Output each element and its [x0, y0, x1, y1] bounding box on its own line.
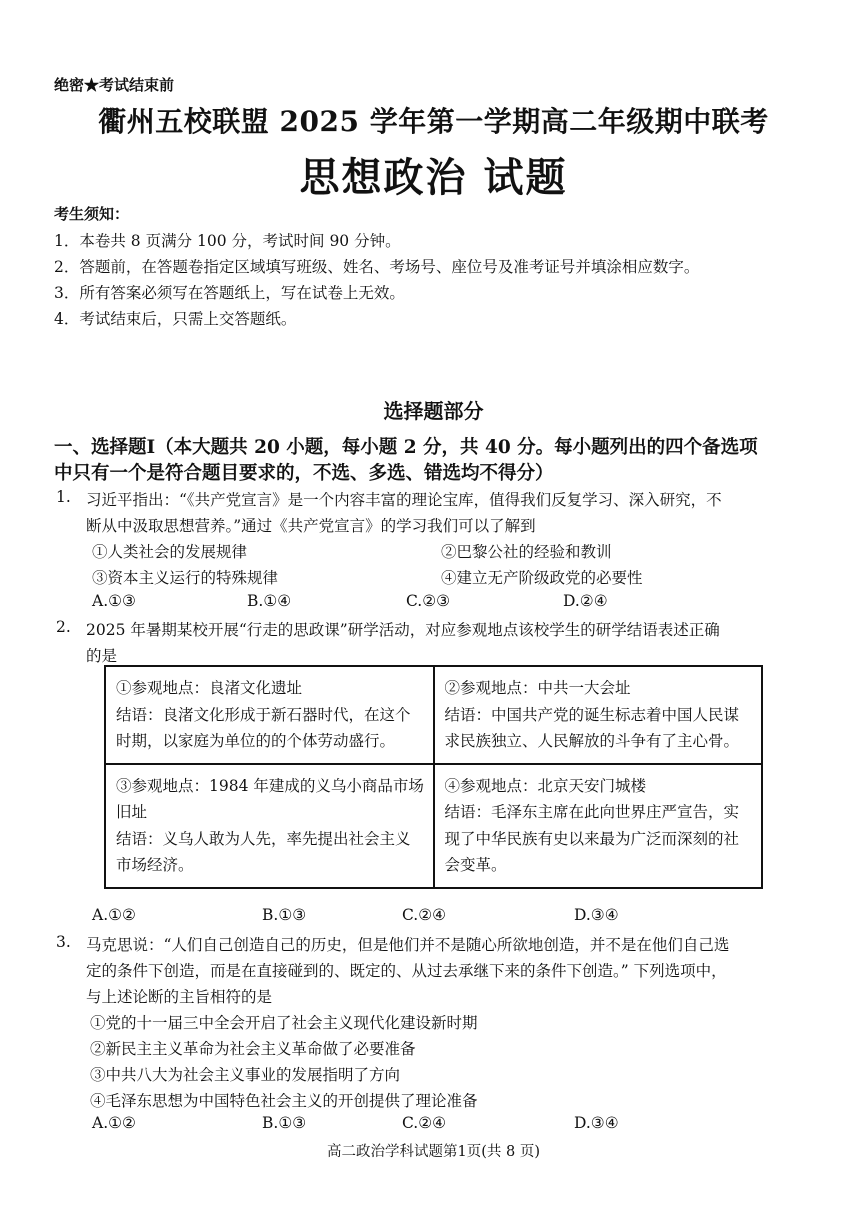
table-cell — [434, 764, 763, 888]
table-cell — [105, 666, 434, 764]
answer-option: D.②④ — [563, 592, 608, 610]
answer-option: A.①③ — [92, 592, 136, 610]
statement-item: ②新民主主义革命为社会主义革命做了必要准备 — [90, 1040, 416, 1058]
answer-option: A.①② — [92, 906, 136, 924]
question-stem: 习近平指出：“《共产党宣言》是一个内容丰富的理论宝库，值得我们反复学习、深入研究，不 — [86, 491, 722, 509]
cell-place: ④参观地点：北京天安门城楼 — [444, 776, 647, 795]
table-cell — [105, 764, 434, 888]
question-stem: 马克思说：“人们自己创造自己的历史，但是他们并不是随心所欲地创造，并不是在他们自己选 — [86, 936, 730, 954]
cell-place: ③参观地点：1984 年建成的义乌小商品市场旧址 — [116, 776, 424, 821]
statement-item: ③资本主义运行的特殊规律 — [92, 569, 279, 587]
cell-conclusion: 结语：毛泽东主席在此向世界庄严宣告，实现了中华民族有史以来最为广泛而深刻的社会变革。 — [444, 803, 740, 874]
statement-item: ③中共八大为社会主义事业的发展指明了方向 — [90, 1066, 401, 1084]
cell-conclusion: 结语：义乌人敢为人先，率先提出社会主义市场经济。 — [116, 829, 411, 874]
statement-item: ④毛泽东思想为中国特色社会主义的开创提供了理论准备 — [90, 1092, 478, 1110]
answer-option: B.①③ — [262, 906, 307, 924]
page-footer: 高二政治学科试题第1页(共 8 页) — [327, 1144, 540, 1160]
question-number: 3. — [56, 933, 71, 951]
table-cell — [434, 666, 763, 764]
statement-item: ④建立无产阶级政党的必要性 — [441, 569, 643, 587]
answer-option: D.③④ — [574, 1114, 619, 1132]
answer-option: A.①② — [92, 1114, 136, 1132]
table-row — [105, 666, 762, 764]
exam-title: 衢州五校联盟 2025 学年第一学期高二年级期中联考 — [98, 105, 769, 138]
part-instructions-line2: 中只有一个是符合题目要求的，不选、多选、错选均不得分） — [54, 463, 554, 484]
question-stem: 2025 年暑期某校开展“行走的思政课”研学活动，对应参观地点该校学生的研学结语表述正确 — [86, 621, 720, 639]
study-trip-table — [104, 665, 763, 889]
part-instructions-line1: 一、选择题Ⅰ（本大题共 20 小题，每小题 2 分，共 40 分。每小题列出的四个备选项 — [54, 437, 758, 458]
question-number: 2. — [56, 618, 71, 636]
notice-heading: 考生须知： — [54, 205, 130, 223]
subject-title: 思想政治 试题 — [299, 154, 568, 201]
answer-option: D.③④ — [574, 906, 619, 924]
cell-place: ①参观地点：良渚文化遗址 — [116, 679, 303, 697]
question-stem: 与上述论断的主旨相符的是 — [86, 988, 273, 1006]
question-stem: 的是 — [86, 647, 118, 665]
notice-item: 2．答题前，在答题卷指定区域填写班级、姓名、考场号、座位号及准考证号并填涂相应数字。 — [54, 258, 700, 276]
confidential-label: 绝密★考试结束前 — [54, 76, 175, 94]
question-stem: 定的条件下创造，而是在直接碰到的、既定的、从过去承继下来的条件下创造。” 下列选项中， — [86, 962, 727, 980]
answer-option: B.①③ — [262, 1114, 307, 1132]
answer-option: C.②③ — [406, 592, 451, 610]
answer-option: C.②④ — [402, 1114, 447, 1132]
section-title: 选择题部分 — [383, 399, 484, 423]
table-row — [105, 764, 762, 888]
statement-item: ①党的十一届三中全会开启了社会主义现代化建设新时期 — [90, 1014, 478, 1032]
notice-item: 1．本卷共 8 页满分 100 分，考试时间 90 分钟。 — [54, 232, 401, 250]
statement-item: ①人类社会的发展规律 — [92, 543, 248, 561]
notice-item: 3．所有答案必须写在答题纸上，写在试卷上无效。 — [54, 284, 405, 302]
answer-option: C.②④ — [402, 906, 447, 924]
question-number: 1. — [56, 488, 71, 506]
question-stem: 断从中汲取思想营养。”通过《共产党宣言》的学习我们可以了解到 — [86, 517, 536, 535]
answer-option: B.①④ — [247, 592, 292, 610]
cell-conclusion: 结语：中国共产党的诞生标志着中国人民谋求民族独立、人民解放的斗争有了主心骨。 — [444, 705, 740, 750]
notice-item: 4．考试结束后，只需上交答题纸。 — [54, 310, 297, 328]
cell-conclusion: 结语：良渚文化形成于新石器时代，在这个时期，以家庭为单位的的个体劳动盛行。 — [116, 705, 411, 750]
cell-place: ②参观地点：中共一大会址 — [444, 679, 631, 697]
statement-item: ②巴黎公社的经验和教训 — [441, 543, 612, 561]
